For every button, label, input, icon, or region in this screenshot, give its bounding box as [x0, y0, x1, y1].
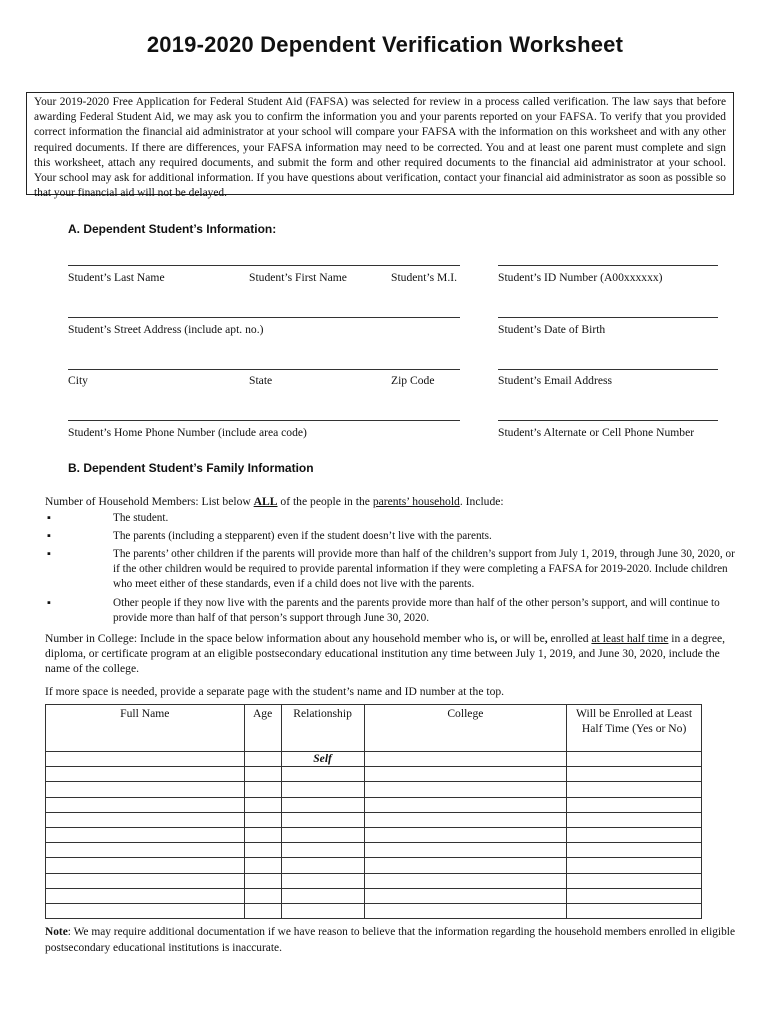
list-item: The parents (including a stepparent) even if the student doesn’t live with the parents. [113, 530, 492, 542]
intro-box: Your 2019-2020 Free Application for Federal Student Aid (FAFSA) was selected for review in a process called verification. The law says that before awarding Federal Student Aid, we may ask you to confirm the information you and your parents reported on your FAFSA. To verify that you provided correct information the financial aid administrator at your school will compare your FAFSA with the information on this worksheet and with any other required documents. If there are differences, your FAFSA information may need to be corrected. You and at least one parent must complete and sign this worksheet, attach any required documents, and submit the form and other required documents to the financial aid administrator at your school. Your school may ask for additional information. If you have questions about verification, contact your financial aid administrator as soon as possible so that your financial aid will not be delayed. [26, 92, 734, 195]
table-header-row [46, 705, 702, 752]
state-label: State [249, 374, 273, 387]
table-row[interactable] [46, 782, 702, 797]
list-item: Other people if they now live with the parents and the parents provide more than half of the other person’s support, and will continue to provide more than half of that person’s support through June 30, 2020. [113, 597, 720, 624]
bullet-marker: ▪ [47, 597, 51, 609]
email-label: Student’s Email Address [498, 374, 613, 387]
home-phone-line[interactable] [68, 420, 460, 421]
table-row[interactable] [46, 843, 702, 858]
note-text: Note: We may require additional documentation if we have reason to believe that the information regarding the household members enrolled in eligible postsecondary educational institutions is inaccurate. [45, 926, 736, 954]
col-relationship: Relationship [281, 705, 364, 752]
table-row[interactable] [46, 812, 702, 827]
list-item: The parents’ other children if the parents will provide more than half of the children’s support from July 1, 2019, through June 30, 2020, or if the other children would be required to provide parental information if they were completing a FAFSA for 2019-2020. Include children who meet either of these standards, even if a child does not live with the parents. [113, 548, 735, 590]
table-row[interactable] [46, 888, 702, 903]
table-row[interactable] [46, 903, 702, 918]
home-phone-label: Student’s Home Phone Number (include area code) [68, 426, 307, 439]
last-name-label: Student’s Last Name [68, 271, 165, 284]
page-title: 2019-2020 Dependent Verification Worksheet [146, 32, 624, 57]
section-b-heading: B. Dependent Student’s Family Information [68, 461, 314, 475]
bullet-marker: ▪ [47, 548, 51, 560]
more-space-text: If more space is needed, provide a separate page with the student’s name and ID number at the top. [45, 685, 505, 698]
household-intro: Number of Household Members: List below ALL of the people in the parents’ household. Include: [45, 495, 504, 508]
mi-label: Student’s M.I. [391, 271, 458, 284]
street-label: Student’s Street Address (include apt. no.) [68, 323, 264, 336]
table-row[interactable] [46, 858, 702, 873]
section-a-heading: A. Dependent Student’s Information: [68, 222, 277, 236]
bullet-marker: ▪ [47, 530, 51, 542]
dob-label: Student’s Date of Birth [498, 323, 606, 336]
col-full-name: Full Name [46, 705, 245, 752]
col-college: College [364, 705, 567, 752]
dob-line[interactable] [498, 317, 718, 318]
alt-phone-line[interactable] [498, 420, 718, 421]
city-state-zip-line[interactable] [68, 369, 460, 370]
zip-label: Zip Code [391, 374, 435, 387]
table-row[interactable] [46, 797, 702, 812]
table-row[interactable] [46, 873, 702, 888]
bullet-marker: ▪ [47, 512, 51, 524]
alt-phone-label: Student’s Alternate or Cell Phone Number [498, 426, 695, 439]
col-enrolled: Will be Enrolled at Least Half Time (Yes or No) [567, 705, 702, 752]
table-row[interactable] [46, 827, 702, 842]
table-row[interactable] [46, 752, 702, 767]
first-name-label: Student’s First Name [249, 271, 347, 284]
number-in-college-text: Number in College: Include in the space below information about any household member who is, or will be, enrolled at least half time in a degree, diploma, or certificate program at an eligible postsecondary educational institution any time between July 1, 2019, and June 30, 2020, include the name of the college. [45, 632, 726, 676]
list-item: The student. [113, 512, 169, 524]
household-table [45, 704, 702, 919]
col-age: Age [244, 705, 281, 752]
name-line[interactable] [68, 265, 460, 266]
note-label: Note [45, 926, 68, 938]
table-row[interactable] [46, 767, 702, 782]
id-number-label: Student’s ID Number (A00xxxxxx) [498, 271, 663, 284]
street-line[interactable] [68, 317, 460, 318]
city-label: City [68, 374, 88, 387]
email-line[interactable] [498, 369, 718, 370]
id-number-line[interactable] [498, 265, 718, 266]
self-label: Self [313, 752, 332, 765]
